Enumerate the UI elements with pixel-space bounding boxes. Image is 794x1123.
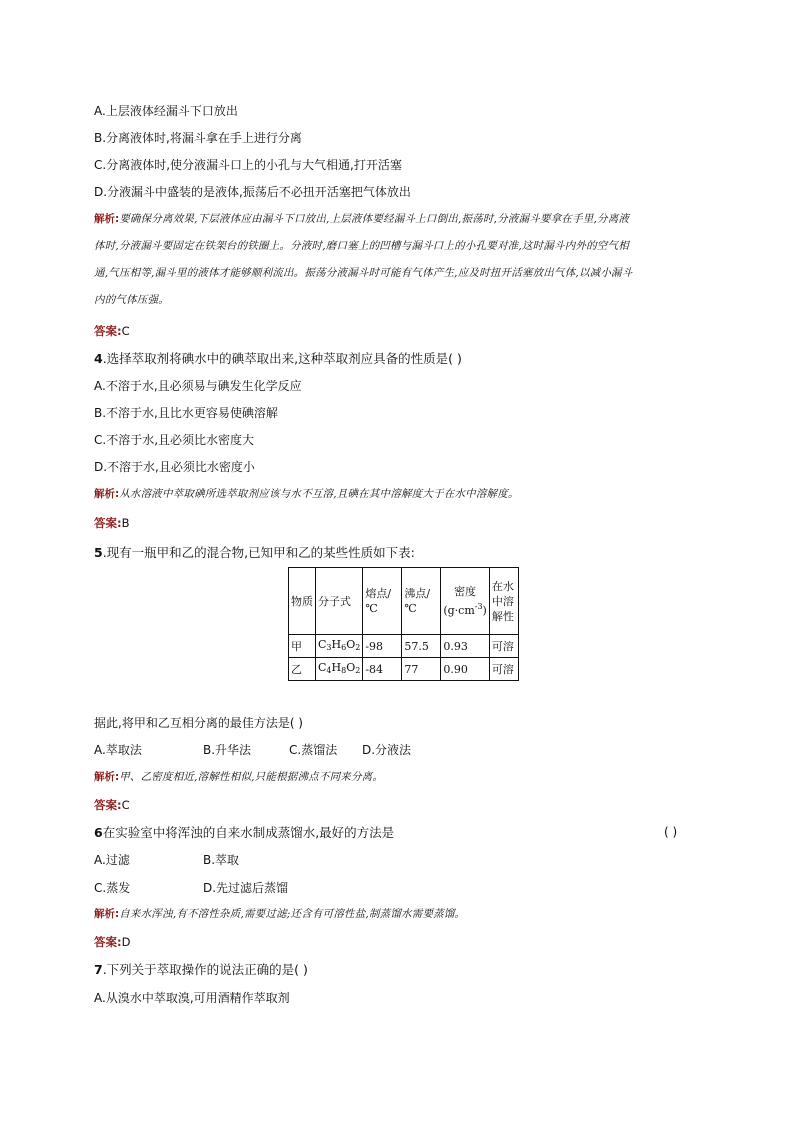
question-number: 7 [94, 962, 103, 977]
q6-explanation [94, 901, 706, 928]
q5-options [94, 742, 411, 758]
density-label: 密度 [454, 585, 477, 598]
q6-answer-blank: ( ) [664, 825, 678, 839]
explanation-text: 通,气压相等,漏斗里的液体才能够顺利流出。振荡分液漏斗时可能有气体产生,应及时扭开活塞放出气体,以减小漏斗 [94, 267, 633, 279]
cell-solubility: 可溶 [489, 658, 518, 681]
q6-option-a: A.过滤 [94, 853, 130, 867]
q5-stem [94, 545, 415, 561]
q7-stem [94, 962, 308, 978]
q5-explanation [94, 764, 706, 791]
q4-option-c: C.不溶于水,且必须比水密度大 [94, 433, 255, 447]
explanation-text: 内的气体压强。 [94, 294, 169, 306]
q5-option-d: D.分液法 [362, 743, 412, 757]
header-substance: 物质 [289, 568, 316, 635]
q3-explanation [94, 206, 706, 314]
q3-option-b: B.分离液体时,将漏斗拿在手上进行分离 [94, 131, 302, 145]
answer-label: 答案: [94, 516, 122, 530]
question-text: 在实验室中将浑浊的自来水制成蒸馏水,最好的方法是 [102, 825, 395, 840]
cell-melting-point: -84 [363, 658, 402, 681]
explanation-text: 自来水浑浊,有不溶性杂质,需要过滤;还含有可溶性盐,制蒸馏水需要蒸馏。 [119, 908, 466, 920]
q3-option-a: A.上层液体经漏斗下口放出 [94, 104, 238, 118]
q3-answer [94, 323, 130, 339]
explanation-label: 解析: [94, 771, 120, 783]
q4-option-a: A.不溶于水,且必须易与碘发生化学反应 [94, 379, 302, 393]
q4-stem [94, 351, 462, 367]
answer-value: B [121, 516, 130, 530]
q3-option-d: D.分液漏斗中盛装的是液体,振荡后不必扭开活塞把气体放出 [94, 185, 411, 199]
answer-value: D [121, 935, 131, 949]
q5-option-a: A.萃取法 [94, 743, 142, 757]
explanation-label: 解析: [94, 908, 120, 920]
explanation-text: 甲、乙密度相近,溶解性相似,只能根据沸点不同来分离。 [119, 771, 384, 783]
q4-explanation [94, 481, 706, 508]
cell-density: 0.90 [441, 658, 490, 681]
cell-boiling-point: 57.5 [402, 635, 441, 658]
cell-formula: $C_3H_6O_2$ [316, 635, 363, 658]
table-header-row [289, 568, 519, 635]
table-row [289, 635, 519, 658]
explanation-text: 从水溶液中萃取碘所选萃取剂应该与水不互溶,且碘在其中溶解度大于在水中溶解度。 [119, 488, 519, 500]
cell-name: 乙 [289, 658, 316, 681]
explanation-text: 要确保分离效果,下层液体应由漏斗下口放出,上层液体要经漏斗上口倒出,振荡时,分液漏斗要拿在手里,分离液 [119, 213, 630, 225]
density-unit-close: ) [482, 604, 487, 617]
header-boiling-point: 沸点/℃ [402, 568, 441, 635]
answer-value: C [121, 324, 130, 338]
answer-label: 答案: [94, 935, 122, 949]
question-text: .选择萃取剂将碘水中的碘萃取出来,这种萃取剂应具备的性质是( ) [102, 351, 462, 366]
cell-melting-point: -98 [363, 635, 402, 658]
header-melting-point: 熔点/℃ [363, 568, 402, 635]
answer-value: C [121, 798, 130, 812]
q6-answer [94, 934, 130, 950]
q5-followup: 据此,将甲和乙互相分离的最佳方法是( ) [94, 716, 303, 730]
q6-option-d: D.先过滤后蒸馏 [203, 881, 289, 895]
q5-answer [94, 797, 130, 813]
question-text: .现有一瓶甲和乙的混合物,已知甲和乙的某些性质如下表: [102, 545, 415, 560]
cell-name: 甲 [289, 635, 316, 658]
density-exponent: -3 [474, 602, 483, 611]
q6-option-b: B.萃取 [203, 853, 240, 867]
cell-boiling-point: 77 [402, 658, 441, 681]
question-number: 6 [94, 825, 103, 840]
properties-table [288, 567, 519, 681]
explanation-label: 解析: [94, 488, 120, 500]
question-number: 4 [94, 351, 103, 366]
q4-option-b: B.不溶于水,且比水更容易使碘溶解 [94, 406, 278, 420]
q4-answer [94, 515, 130, 531]
q5-option-b: B.升华法 [203, 743, 252, 757]
explanation-text: 体时,分液漏斗要固定在铁架台的铁圈上。分液时,磨口塞上的凹槽与漏斗口上的小孔要对准,这时漏斗内外的空气相 [94, 240, 629, 252]
q7-option-a: A.从溴水中萃取溴,可用酒精作萃取剂 [94, 991, 290, 1005]
q6-options-row1 [94, 852, 239, 868]
question-text: .下列关于萃取操作的说法正确的是( ) [102, 962, 308, 977]
q6-options-row2 [94, 880, 288, 896]
question-number: 5 [94, 545, 103, 560]
q6-stem [94, 825, 394, 841]
answer-label: 答案: [94, 798, 122, 812]
header-solubility: 在水中溶解性 [489, 568, 518, 635]
cell-solubility: 可溶 [489, 635, 518, 658]
q5-option-c: C.蒸馏法 [289, 743, 338, 757]
header-density [441, 568, 490, 635]
density-unit: (g·cm [443, 604, 475, 617]
answer-label: 答案: [94, 324, 122, 338]
q3-option-c: C.分离液体时,使分液漏斗口上的小孔与大气相通,打开活塞 [94, 158, 402, 172]
header-formula: 分子式 [316, 568, 363, 635]
cell-density: 0.93 [441, 635, 490, 658]
table-row [289, 658, 519, 681]
explanation-label: 解析: [94, 213, 120, 225]
q6-option-c: C.蒸发 [94, 881, 131, 895]
cell-formula: $C_4H_8O_2$ [316, 658, 363, 681]
q4-option-d: D.不溶于水,且必须比水密度小 [94, 460, 255, 474]
